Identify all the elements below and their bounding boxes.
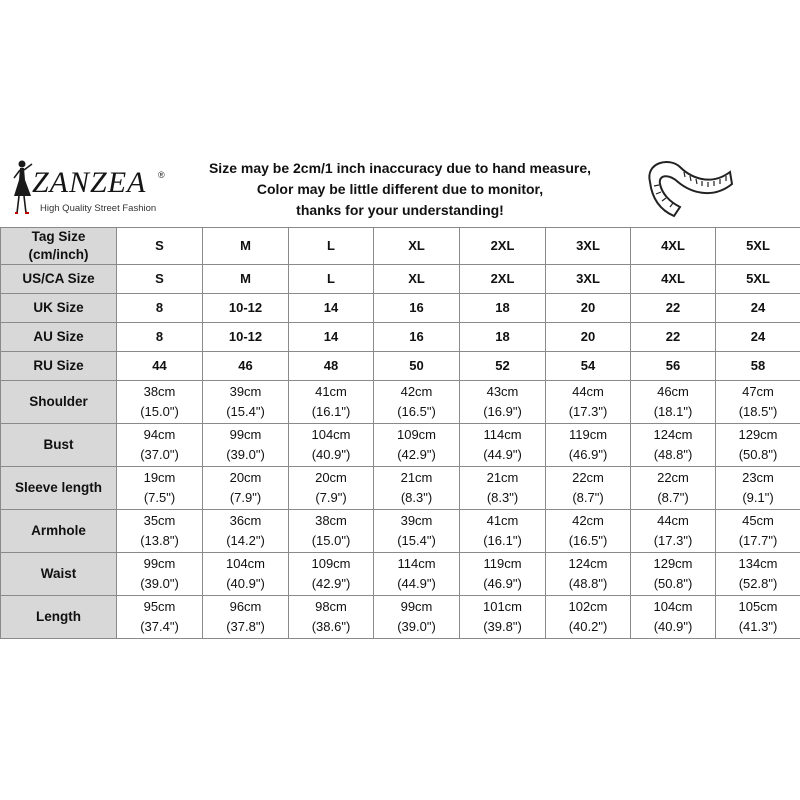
cm-value: 44cm xyxy=(572,384,604,399)
inch-value: (37.4") xyxy=(140,619,179,634)
cm-value: 94cm xyxy=(143,427,176,442)
size-cell: 24 xyxy=(716,323,800,352)
size-cell: 20 xyxy=(546,294,631,323)
measurement-cell xyxy=(546,467,631,510)
measurement-row xyxy=(1,381,800,424)
row-label: RU Size xyxy=(1,352,117,381)
measurement-cell xyxy=(716,424,800,467)
cm-value: 96cm xyxy=(229,599,262,614)
size-cell: 24 xyxy=(716,294,800,323)
inch-value: (38.6") xyxy=(311,619,351,634)
cm-value: 99cm xyxy=(143,556,176,571)
size-cell: 46 xyxy=(203,352,289,381)
inch-value: (15.0") xyxy=(140,404,179,419)
measurement-cell xyxy=(631,381,716,424)
measurement-cell xyxy=(374,553,460,596)
cm-value: 42cm xyxy=(400,384,433,399)
size-cell: XL xyxy=(374,228,460,265)
row-label: Tag Size (cm/inch) xyxy=(1,228,117,265)
size-cell: 10-12 xyxy=(203,323,289,352)
tag-size-row xyxy=(1,228,800,265)
inch-value: (40.9") xyxy=(653,619,693,634)
size-conversion-row xyxy=(1,294,800,323)
size-cell: L xyxy=(289,228,374,265)
cm-value: 35cm xyxy=(143,513,176,528)
cm-value: 99cm xyxy=(229,427,262,442)
cm-value: 22cm xyxy=(572,470,604,485)
inch-value: (16.5") xyxy=(568,533,608,548)
measurement-cell xyxy=(460,553,546,596)
size-cell: 56 xyxy=(631,352,716,381)
size-chart-header xyxy=(0,150,800,228)
measurement-cell xyxy=(117,596,203,639)
row-label: Bust xyxy=(1,424,117,467)
size-cell: S xyxy=(117,228,203,265)
size-cell: 3XL xyxy=(546,228,631,265)
notice-line: Color may be little different due to monitor, xyxy=(256,181,544,197)
size-cell: 5XL xyxy=(716,228,800,265)
measurement-row xyxy=(1,467,800,510)
row-label: Waist xyxy=(1,553,117,596)
measurement-cell xyxy=(203,467,289,510)
size-cell: 5XL xyxy=(716,265,800,294)
size-cell: S xyxy=(117,265,203,294)
cm-value: 101cm xyxy=(482,599,523,614)
brand-tagline: High Quality Street Fashion xyxy=(40,203,157,214)
inch-value: (44.9") xyxy=(483,447,522,462)
measurement-cell xyxy=(374,596,460,639)
cm-value: 45cm xyxy=(742,513,774,528)
cm-value: 47cm xyxy=(742,384,774,399)
measurement-cell xyxy=(289,510,374,553)
inch-value: (7.9") xyxy=(229,490,262,505)
cm-value: 98cm xyxy=(315,599,347,614)
measurement-cell xyxy=(546,510,631,553)
cm-value: 19cm xyxy=(143,470,176,485)
size-cell: 16 xyxy=(374,323,460,352)
inch-value: (42.9") xyxy=(311,576,351,591)
inch-value: (39.8") xyxy=(483,619,522,634)
inch-value: (50.8") xyxy=(738,447,778,462)
measurement-cell xyxy=(631,467,716,510)
measurement-cell xyxy=(716,467,800,510)
size-cell: 52 xyxy=(460,352,546,381)
row-label: Sleeve length xyxy=(1,467,117,510)
size-cell: M xyxy=(203,228,289,265)
inch-value: (16.9") xyxy=(483,404,522,419)
cm-value: 20cm xyxy=(229,470,262,485)
inch-value: (8.7") xyxy=(657,490,689,505)
inch-value: (37.8") xyxy=(226,619,265,634)
measurement-row xyxy=(1,510,800,553)
measurement-cell xyxy=(203,424,289,467)
row-label: AU Size xyxy=(1,323,117,352)
cm-value: 21cm xyxy=(486,470,519,485)
measurement-cell xyxy=(117,510,203,553)
measurement-cell xyxy=(546,381,631,424)
measurement-cell xyxy=(716,553,800,596)
size-cell: L xyxy=(289,265,374,294)
measurement-notice xyxy=(200,158,600,221)
size-cell: 4XL xyxy=(631,228,716,265)
cm-value: 104cm xyxy=(225,556,266,571)
measurement-cell xyxy=(289,467,374,510)
cm-value: 102cm xyxy=(568,599,608,614)
inch-value: (39.0") xyxy=(397,619,436,634)
size-cell: 18 xyxy=(460,323,546,352)
measurement-row xyxy=(1,424,800,467)
cm-value: 124cm xyxy=(653,427,693,442)
measurement-cell xyxy=(460,510,546,553)
size-cell: 50 xyxy=(374,352,460,381)
cm-value: 99cm xyxy=(400,599,433,614)
size-cell: M xyxy=(203,265,289,294)
cm-value: 21cm xyxy=(400,470,433,485)
cm-value: 109cm xyxy=(311,556,351,571)
measurement-row xyxy=(1,596,800,639)
measurement-cell xyxy=(460,424,546,467)
cm-value: 129cm xyxy=(738,427,778,442)
cm-value: 95cm xyxy=(143,599,176,614)
measurement-cell xyxy=(203,596,289,639)
measurement-cell xyxy=(289,553,374,596)
size-cell: 8 xyxy=(117,323,203,352)
inch-value: (18.1") xyxy=(653,404,693,419)
cm-value: 22cm xyxy=(657,470,689,485)
inch-value: (14.2") xyxy=(226,533,265,548)
cm-value: 43cm xyxy=(486,384,519,399)
inch-value: (40.2") xyxy=(568,619,608,634)
inch-value: (41.3") xyxy=(738,619,778,634)
cm-value: 36cm xyxy=(229,513,262,528)
measurement-cell xyxy=(460,381,546,424)
cm-value: 39cm xyxy=(400,513,433,528)
size-cell: 54 xyxy=(546,352,631,381)
measurement-cell xyxy=(546,553,631,596)
measurement-cell xyxy=(117,424,203,467)
inch-value: (16.1") xyxy=(483,533,522,548)
size-cell: 2XL xyxy=(460,265,546,294)
registered-mark: ® xyxy=(158,170,165,180)
measurement-cell xyxy=(203,381,289,424)
cm-value: 114cm xyxy=(397,556,436,571)
cm-value: 46cm xyxy=(657,384,689,399)
inch-value: (15.4") xyxy=(397,533,436,548)
measurement-cell xyxy=(546,596,631,639)
cm-value: 41cm xyxy=(486,513,519,528)
measurement-cell xyxy=(631,510,716,553)
measurement-cell xyxy=(117,381,203,424)
cm-value: 38cm xyxy=(315,513,347,528)
cm-value: 104cm xyxy=(311,427,351,442)
notice-line: Size may be 2cm/1 inch inaccuracy due to hand measure, xyxy=(208,160,592,176)
cm-value: 124cm xyxy=(568,556,608,571)
measurement-cell xyxy=(374,424,460,467)
inch-value: (8.7") xyxy=(572,490,604,505)
row-label: US/CA Size xyxy=(1,265,117,294)
row-label: Length xyxy=(1,596,117,639)
measurement-cell xyxy=(203,510,289,553)
measuring-tape-icon xyxy=(640,152,735,222)
size-cell: 44 xyxy=(117,352,203,381)
inch-value: (17.7") xyxy=(738,533,778,548)
measurement-cell xyxy=(716,381,800,424)
cm-value: 119cm xyxy=(483,556,522,571)
inch-value: (18.5") xyxy=(738,404,778,419)
inch-value: (37.0") xyxy=(140,447,179,462)
cm-value: 42cm xyxy=(572,513,604,528)
cm-value: 134cm xyxy=(738,556,778,571)
inch-value: (16.1") xyxy=(311,404,351,419)
notice-line: thanks for your understanding! xyxy=(296,202,504,218)
inch-value: (52.8") xyxy=(738,576,778,591)
brand-name: ZANZEA xyxy=(32,166,147,199)
measurement-cell xyxy=(716,510,800,553)
inch-value: (7.5") xyxy=(143,490,176,505)
inch-value: (50.8") xyxy=(653,576,693,591)
size-cell: 4XL xyxy=(631,265,716,294)
inch-value: (8.3") xyxy=(400,490,433,505)
size-cell: 20 xyxy=(546,323,631,352)
size-chart-table xyxy=(0,227,800,639)
inch-value: (48.8") xyxy=(653,447,693,462)
inch-value: (39.0") xyxy=(226,447,265,462)
measurement-cell xyxy=(460,596,546,639)
inch-value: (40.9") xyxy=(226,576,265,591)
size-cell: 22 xyxy=(631,294,716,323)
measurement-cell xyxy=(631,596,716,639)
row-label: Shoulder xyxy=(1,381,117,424)
cm-value: 105cm xyxy=(738,599,778,614)
inch-value: (48.8") xyxy=(568,576,608,591)
inch-value: (17.3") xyxy=(568,404,608,419)
cm-value: 20cm xyxy=(315,470,347,485)
measurement-cell xyxy=(289,381,374,424)
size-cell: 22 xyxy=(631,323,716,352)
size-cell: 2XL xyxy=(460,228,546,265)
inch-value: (46.9") xyxy=(568,447,608,462)
size-cell: 16 xyxy=(374,294,460,323)
size-cell: 14 xyxy=(289,294,374,323)
cm-value: 39cm xyxy=(229,384,262,399)
measurement-cell xyxy=(374,467,460,510)
size-conversion-row xyxy=(1,352,800,381)
size-cell: XL xyxy=(374,265,460,294)
inch-value: (15.0") xyxy=(311,533,351,548)
size-cell: 48 xyxy=(289,352,374,381)
cm-value: 109cm xyxy=(396,427,437,442)
size-cell: 18 xyxy=(460,294,546,323)
size-conversion-row xyxy=(1,323,800,352)
cm-value: 129cm xyxy=(653,556,693,571)
measurement-cell xyxy=(203,553,289,596)
inch-value: (9.1") xyxy=(742,490,774,505)
cm-value: 41cm xyxy=(315,384,347,399)
size-cell: 14 xyxy=(289,323,374,352)
inch-value: (15.4") xyxy=(226,404,265,419)
inch-value: (42.9") xyxy=(397,447,436,462)
measurement-cell xyxy=(374,381,460,424)
cm-value: 44cm xyxy=(657,513,689,528)
measurement-cell xyxy=(546,424,631,467)
cm-value: 38cm xyxy=(143,384,176,399)
measurement-cell xyxy=(289,596,374,639)
cm-value: 114cm xyxy=(483,427,522,442)
size-cell: 58 xyxy=(716,352,800,381)
cm-value: 104cm xyxy=(653,599,693,614)
measurement-cell xyxy=(631,424,716,467)
inch-value: (40.9") xyxy=(311,447,351,462)
measurement-cell xyxy=(631,553,716,596)
inch-value: (44.9") xyxy=(397,576,436,591)
size-cell: 10-12 xyxy=(203,294,289,323)
inch-value: (16.5") xyxy=(397,404,436,419)
inch-value: (17.3") xyxy=(653,533,693,548)
size-conversion-row xyxy=(1,265,800,294)
cm-value: 23cm xyxy=(742,470,774,485)
measurement-cell xyxy=(289,424,374,467)
measurement-cell xyxy=(117,467,203,510)
inch-value: (13.8") xyxy=(140,533,179,548)
size-cell: 8 xyxy=(117,294,203,323)
measurement-cell xyxy=(460,467,546,510)
size-cell: 3XL xyxy=(546,265,631,294)
measurement-cell xyxy=(716,596,800,639)
row-label: Armhole xyxy=(1,510,117,553)
row-label: UK Size xyxy=(1,294,117,323)
cm-value: 119cm xyxy=(568,427,608,442)
measurement-row xyxy=(1,553,800,596)
inch-value: (8.3") xyxy=(486,490,519,505)
brand-logo xyxy=(8,158,168,218)
inch-value: (46.9") xyxy=(483,576,522,591)
measurement-cell xyxy=(374,510,460,553)
inch-value: (7.9") xyxy=(315,490,347,505)
measurement-cell xyxy=(117,553,203,596)
inch-value: (39.0") xyxy=(140,576,179,591)
